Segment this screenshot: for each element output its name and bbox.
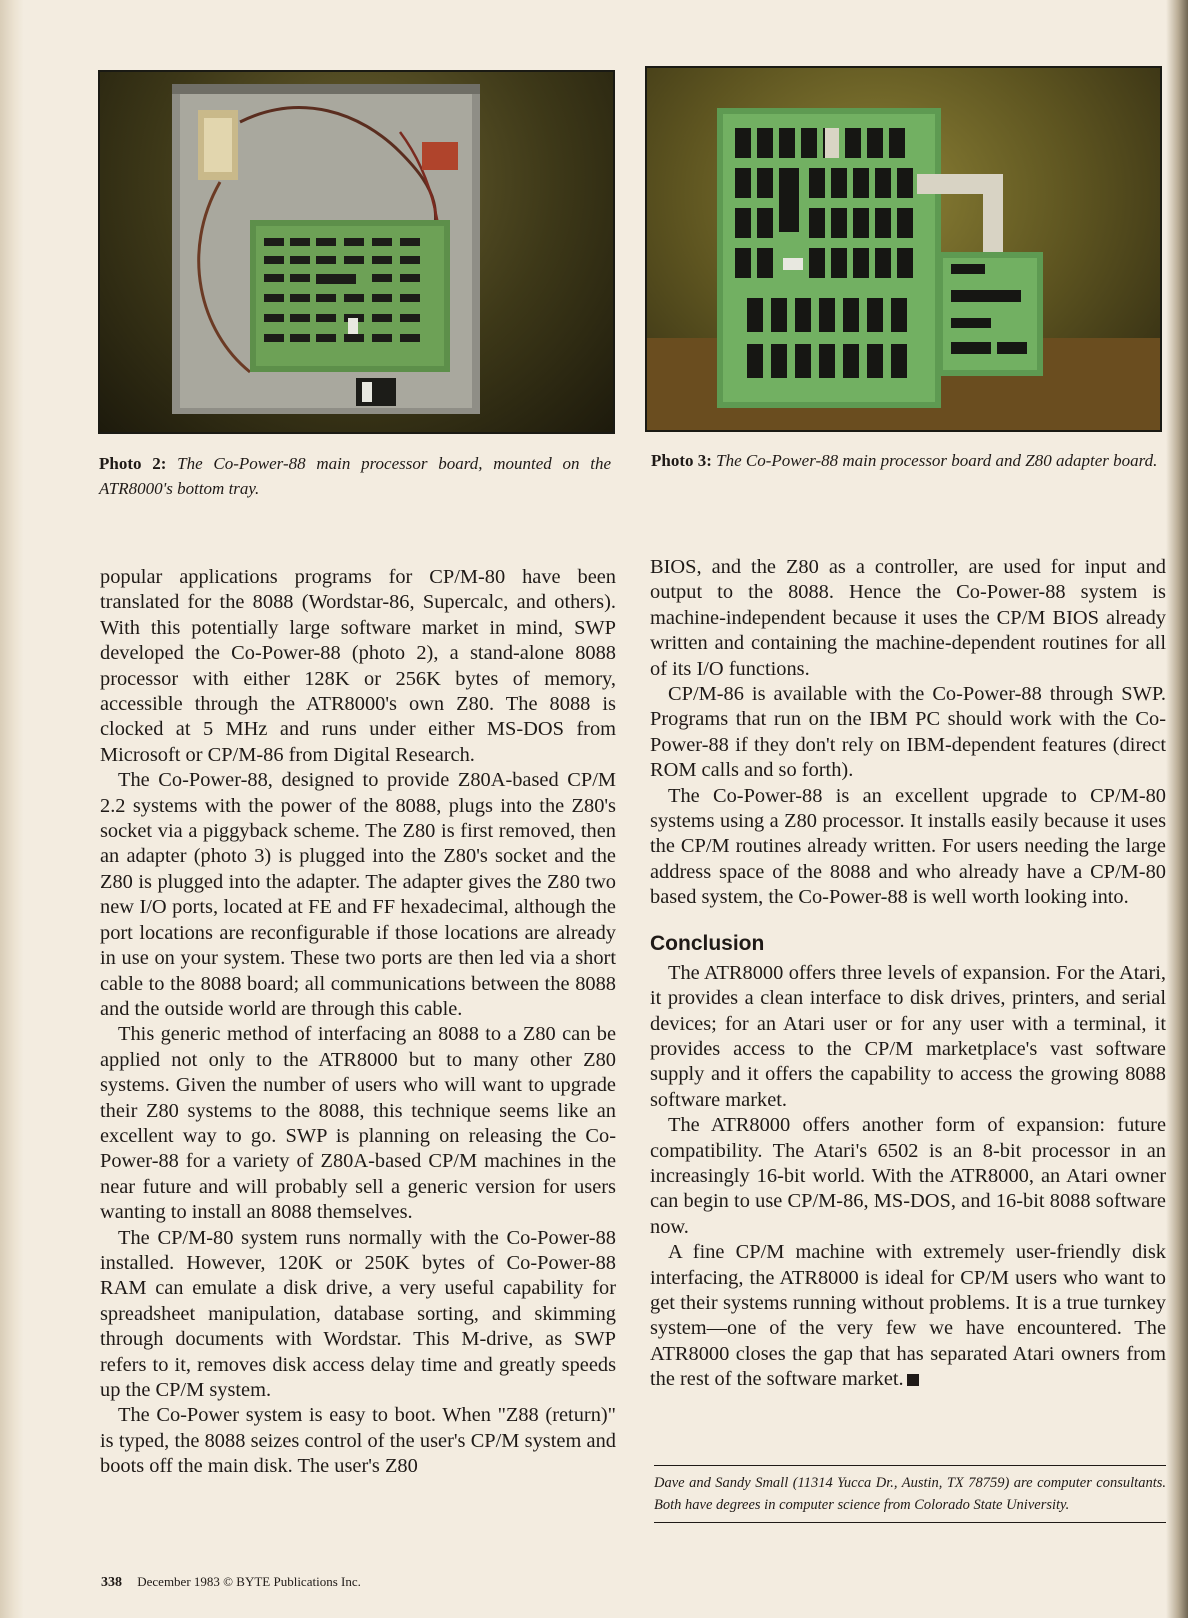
photo-3-caption: [651, 448, 1166, 473]
body-paragraph: The ATR8000 offers three levels of expansion. For the Atari, it provides a clean interface to disk drives, printers, and serial devices; for an Atari user or for any user with a terminal, it provides access to the CP/M marketplace's vast software supply and it offers the capability to access the growing 8088 software market.: [650, 961, 1166, 1111]
body-paragraph: popular applications programs for CP/M-80 have been translated for the 8088 (Wordstar-86, Supercalc, and others). With this potentially large software market in mind, SWP developed the Co-Power-88 (photo 2), a stand-alone 8088 processor with either 128K or 256K bytes of memory, accessible through the ATR8000's own Z80. The 8088 is clocked at 5 MHz and runs under either MS-DOS from Microsoft or CP/M-86 from Digital Research.: [100, 566, 616, 766]
body-paragraph: The Co-Power-88, designed to provide Z80A-based CP/M 2.2 systems with the power of the 8088, plugs into the Z80's socket via a piggyback scheme. The Z80 is first removed, then an adapter (photo 3) is plugged into the Z80's socket and the Z80 is plugged into the adapter. The adapter gives the Z80 two new I/O ports, located at FE and FF hexadecimal, although the port locations are reconfigurable if those locations are already in use on your system. These two ports are then led via a short cable to the 8088 board; all communications between the 8088 and the outside world are through this cable.: [100, 769, 616, 1020]
right-column: [650, 555, 1166, 1393]
body-paragraph: CP/M-86 is available with the Co-Power-88 through SWP. Programs that run on the IBM PC should work with the Co-Power-88 if they don't rely on IBM-dependent features (direct ROM calls and so forth).: [650, 683, 1166, 782]
author-bio: Dave and Sandy Small (11314 Yucca Dr., Austin, TX 78759) are computer consultants. Both have degrees in computer science from Colorado State University.: [654, 1465, 1166, 1523]
photo-2-caption-text: The Co-Power-88 main processor board, mounted on the ATR8000's bottom tray.: [99, 454, 611, 498]
photo-3-image: [647, 68, 1160, 430]
body-paragraph: The Co-Power-88 is an excellent upgrade to CP/M-80 systems using a Z80 processor. It installs easily because it uses the CP/M routines already written. For users needing the large address space of the 8088 and who already have a CP/M-80 based system, the Co-Power-88 is well worth looking into.: [650, 784, 1166, 909]
left-column: [100, 565, 616, 1480]
photo-2: [98, 70, 615, 434]
photo-2-label: Photo 2:: [99, 454, 167, 473]
body-paragraph-final: [650, 1240, 1166, 1392]
page-edge-left: [0, 0, 24, 1618]
section-heading-conclusion: Conclusion: [650, 931, 765, 955]
photo-3-label: Photo 3:: [651, 451, 712, 470]
footer-text: December 1983 © BYTE Publications Inc.: [137, 1574, 361, 1589]
page-footer: [101, 1574, 361, 1591]
end-of-article-mark-icon: [907, 1374, 919, 1386]
final-paragraph-text: A fine CP/M machine with extremely user-friendly disk interfacing, the ATR8000 is ideal for CP/M users who want to get their systems running without problems. It is a true turnkey system—one of the very few we have encountered. The ATR8000 closes the gap that has separated Atari owners from the rest of the software market.: [650, 1241, 1166, 1391]
body-paragraph: The Co-Power system is easy to boot. When "Z88 (return)" is typed, the 8088 seizes control of the user's CP/M system and boots off the main disk. The user's Z80: [100, 1404, 616, 1478]
photo-2-caption: [99, 451, 611, 501]
body-paragraph: The ATR8000 offers another form of expansion: future compatibility. The Atari's 6502 is an 8-bit processor in an increasingly 16-bit world. With the ATR8000, an Atari owner can begin to use CP/M-86, MS-DOS, and 16-bit 8088 software now.: [650, 1114, 1166, 1238]
page-edge-right: [1166, 0, 1188, 1618]
photo-3-caption-text: The Co-Power-88 main processor board and Z80 adapter board.: [716, 451, 1158, 470]
photo-3: [645, 66, 1162, 432]
body-paragraph: This generic method of interfacing an 8088 to a Z80 can be applied not only to the ATR8000 but to many other Z80 systems. Given the number of users who will want to upgrade their Z80 systems to the 8088, this technique seems like an excellent way to go. SWP is planning on releasing the Co-Power-88 for a variety of Z80A-based CP/M machines in the near future and will probably sell a generic version for users wanting to install an 8088 themselves.: [100, 1023, 616, 1224]
body-paragraph: The CP/M-80 system runs normally with the Co-Power-88 installed. However, 120K or 250K bytes of Co-Power-88 RAM can emulate a disk drive, a very useful capability for spreadsheet manipulation, database sorting, and skimming through documents with Wordstar. This M-drive, as SWP refers to it, removes disk access delay time and greatly speeds up the CP/M system.: [100, 1226, 616, 1401]
photo-2-image: [100, 72, 613, 432]
page-number: 338: [101, 1575, 122, 1590]
body-paragraph: BIOS, and the Z80 as a controller, are used for input and output to the 8088. Hence the Co-Power-88 system is machine-independent because it uses the CP/M BIOS already written and containing the machine-dependent routines for all of its I/O functions.: [650, 556, 1166, 680]
